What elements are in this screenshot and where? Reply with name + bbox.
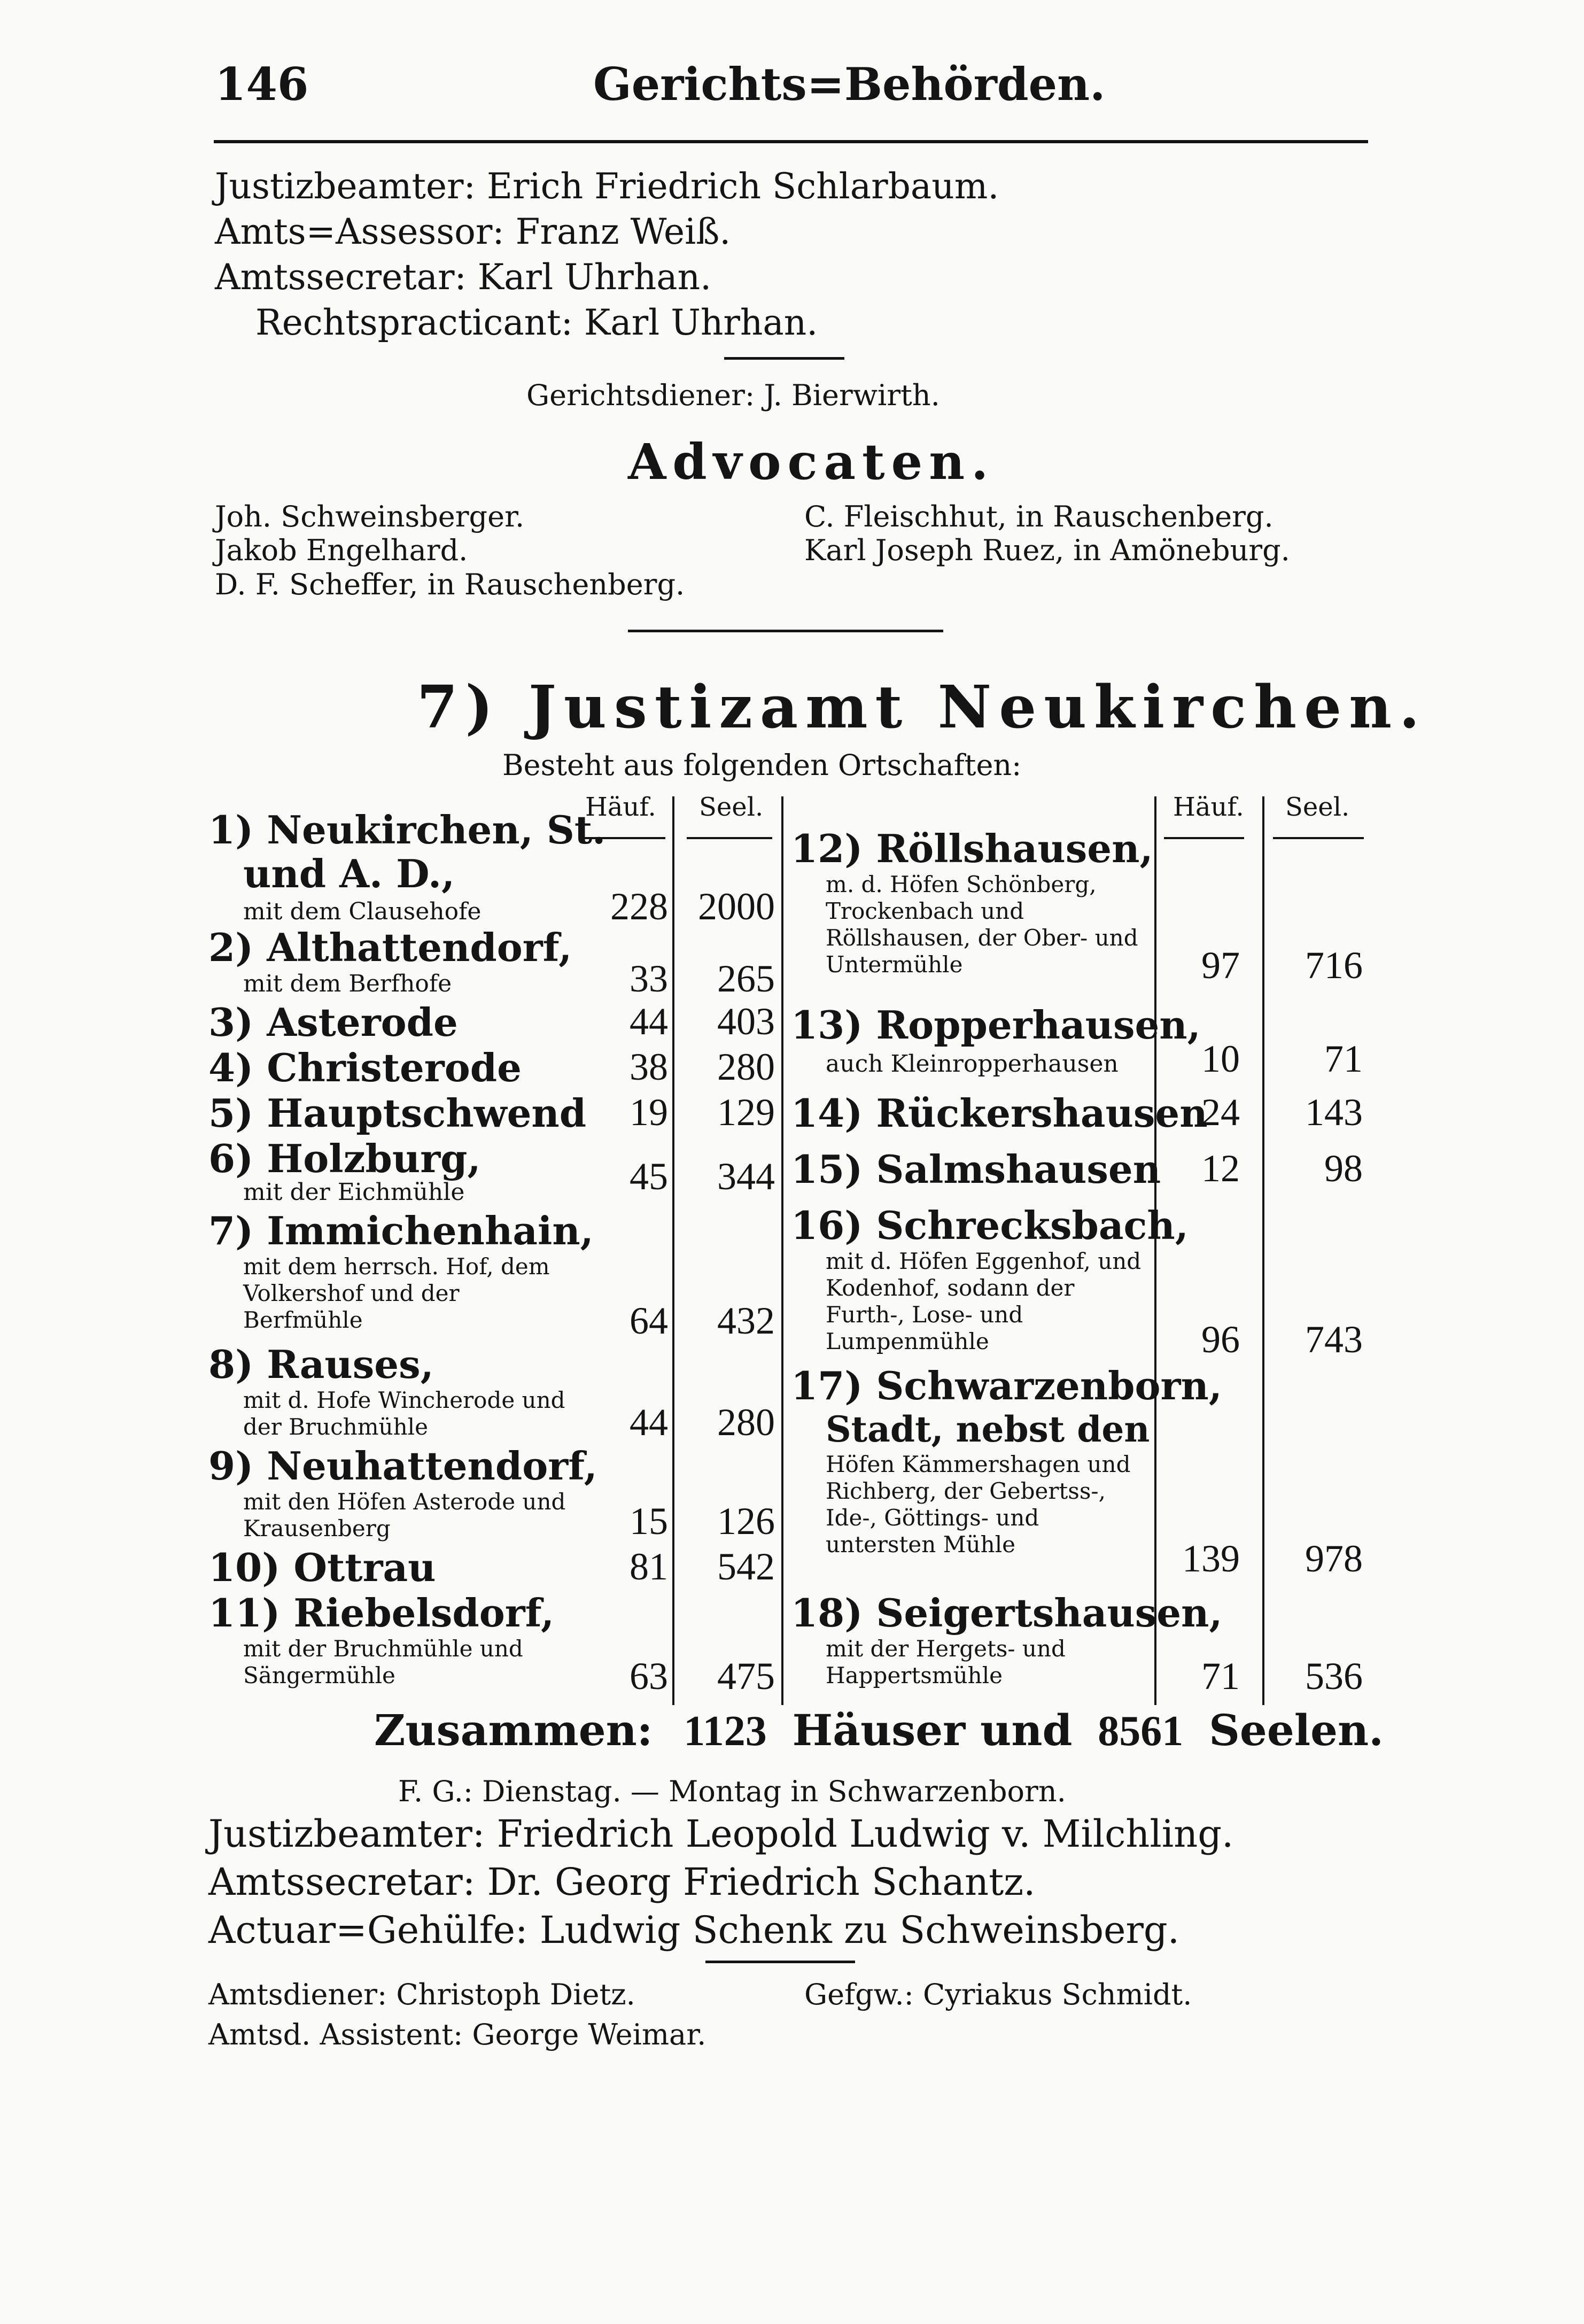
- col-divider: [1154, 796, 1156, 1705]
- place-5-souls: 129: [717, 1091, 775, 1134]
- place-2-souls: 265: [717, 957, 775, 1000]
- place-8-houses: 44: [630, 1401, 668, 1444]
- place-15-name: 15) Salmshausen: [791, 1146, 1161, 1192]
- short-rule: [724, 357, 844, 360]
- place-15-souls: 98: [1324, 1147, 1363, 1190]
- place-12-houses: 97: [1201, 944, 1240, 987]
- place-11-note: mit der Bruchmühle und Sängermühle: [243, 1636, 523, 1688]
- place-5-houses: 19: [630, 1091, 668, 1134]
- section-rule: [628, 630, 943, 632]
- place-13-name: 13) Ropperhausen,: [791, 1002, 1201, 1048]
- place-3-name: 3) Asterode: [208, 1000, 458, 1045]
- place-2-name: 2) Althattendorf,: [208, 925, 572, 970]
- place-18-houses: 71: [1201, 1655, 1240, 1698]
- place-2-houses: 33: [630, 957, 668, 1000]
- place-5-name: 5) Hauptschwend: [208, 1090, 587, 1136]
- place-10-souls: 542: [717, 1545, 775, 1588]
- place-7-note: mit dem herrsch. Hof, dem Volkershof und der Berfmühle: [243, 1253, 550, 1333]
- court-days: F. G.: Dienstag. — Montag in Schwarzenborn.: [398, 1775, 1066, 1808]
- total-houses-word: Häuser und: [792, 1705, 1073, 1755]
- place-2-note: mit dem Berfhofe: [243, 970, 452, 997]
- place-6-name: 6) Holzburg,: [208, 1136, 481, 1181]
- place-11-souls: 475: [717, 1655, 775, 1698]
- place-16-name: 16) Schrecksbach,: [791, 1203, 1189, 1248]
- col-houses-right: Häuf.: [1173, 792, 1244, 822]
- place-7-souls: 432: [717, 1299, 775, 1342]
- col-rule: [1273, 837, 1364, 839]
- place-16-note: mit d. Höfen Eggenhof, und Kodenhof, sodann der Furth-, Lose- und Lumpenmühle: [826, 1248, 1142, 1354]
- place-1-houses: 228: [610, 885, 668, 928]
- official-justizbeamter: Justizbeamter: Erich Friedrich Schlarbaum.: [215, 166, 999, 207]
- servant-assistent: Amtsd. Assistent: George Weimar.: [208, 2018, 706, 2051]
- total-label: Zusammen:: [374, 1705, 653, 1755]
- place-9-note: mit den Höfen Asterode und Krausenberg: [243, 1489, 566, 1541]
- place-13-souls: 71: [1324, 1037, 1363, 1080]
- place-18-note: mit der Hergets- und Happertsmühle: [826, 1636, 1066, 1688]
- place-14-name: 14) Rückershausen: [791, 1090, 1208, 1136]
- place-15-houses: 12: [1201, 1147, 1240, 1190]
- place-11-name: 11) Riebelsdorf,: [208, 1590, 555, 1636]
- total-souls: 8561: [1098, 1708, 1184, 1755]
- total-houses: 1123: [684, 1708, 767, 1755]
- place-17-name2: Stadt, nebst den: [826, 1408, 1150, 1450]
- place-4-name: 4) Christerode: [208, 1045, 522, 1090]
- advocate-left-2: Jakob Engelhard.: [215, 533, 468, 567]
- total-line: [374, 1705, 1384, 1756]
- running-title: Gerichts=Behörden.: [593, 58, 1106, 111]
- page-number: 146: [215, 58, 309, 111]
- place-10-name: 10) Ottrau: [208, 1545, 436, 1590]
- advocate-left-3: D. F. Scheffer, in Rauschenberg.: [215, 568, 685, 601]
- place-8-souls: 280: [717, 1401, 775, 1444]
- place-1-name2: und A. D.,: [243, 851, 455, 896]
- official-justizbeamter-2: Justizbeamter: Friedrich Leopold Ludwig v. Milchling.: [208, 1812, 1234, 1856]
- col-divider: [672, 796, 674, 1705]
- col-souls-right: Seel.: [1285, 792, 1350, 822]
- place-17-souls: 978: [1305, 1537, 1363, 1580]
- place-14-souls: 143: [1305, 1091, 1363, 1134]
- place-1-name: 1) Neukirchen, St.: [208, 807, 606, 853]
- col-divider: [1262, 796, 1264, 1705]
- place-13-houses: 10: [1201, 1037, 1240, 1080]
- place-7-name: 7) Immichenhain,: [208, 1208, 594, 1253]
- advocate-right-1: C. Fleischhut, in Rauschenberg.: [804, 500, 1274, 533]
- place-11-houses: 63: [630, 1655, 668, 1698]
- place-9-houses: 15: [630, 1500, 668, 1543]
- place-7-houses: 64: [630, 1299, 668, 1342]
- place-3-houses: 44: [630, 1000, 668, 1043]
- advocates-heading: Advocaten.: [628, 433, 995, 491]
- place-18-name: 18) Seigertshausen,: [791, 1590, 1223, 1636]
- place-17-houses: 139: [1182, 1537, 1240, 1580]
- court-servant: Gerichtsdiener: J. Bierwirth.: [526, 378, 940, 412]
- official-rechtspracticant: Rechtspracticant: Karl Uhrhan.: [255, 302, 818, 343]
- place-3-souls: 403: [717, 1000, 775, 1043]
- place-4-souls: 280: [717, 1045, 775, 1088]
- bottom-rule: [705, 1961, 855, 1963]
- place-16-houses: 96: [1201, 1318, 1240, 1361]
- place-12-note: m. d. Höfen Schönberg, Trockenbach und Röllshausen, der Ober- und Untermühle: [826, 871, 1138, 978]
- official-amtssecretar-2: Amtssecretar: Dr. Georg Friedrich Schantz.: [208, 1860, 1036, 1904]
- col-divider: [781, 796, 783, 1705]
- place-8-note: mit d. Hofe Wincherode und der Bruchmühle: [243, 1387, 565, 1440]
- place-1-note: mit dem Clausehofe: [243, 898, 482, 925]
- place-8-name: 8) Rauses,: [208, 1342, 434, 1387]
- section-subtitle: Besteht aus folgenden Ortschaften:: [502, 748, 1022, 782]
- place-4-houses: 38: [630, 1045, 668, 1088]
- advocate-left-1: Joh. Schweinsberger.: [215, 500, 525, 533]
- place-9-name: 9) Neuhattendorf,: [208, 1443, 597, 1489]
- official-amts-assessor: Amts=Assessor: Franz Weiß.: [215, 211, 731, 252]
- servant-amtsdiener: Amtsdiener: Christoph Dietz.: [208, 1978, 635, 2011]
- place-14-houses: 24: [1201, 1091, 1240, 1134]
- place-12-souls: 716: [1305, 944, 1363, 987]
- section-title: 7) Justizamt Neukirchen.: [417, 672, 1427, 741]
- place-17-note: Höfen Kämmershagen und Richberg, der Gebertss-, Ide-, Göttings- und untersten Mühle: [826, 1451, 1131, 1558]
- place-12-name: 12) Röllshausen,: [791, 826, 1153, 871]
- place-6-note: mit der Eichmühle: [243, 1179, 465, 1206]
- servant-gefgw: Gefgw.: Cyriakus Schmidt.: [804, 1978, 1192, 2011]
- header-rule: [214, 140, 1368, 143]
- col-rule: [687, 837, 772, 839]
- place-13-note: auch Kleinropperhausen: [826, 1050, 1119, 1078]
- col-rule: [1164, 837, 1244, 839]
- place-10-houses: 81: [630, 1545, 668, 1588]
- col-houses-left: Häuf.: [585, 792, 656, 822]
- place-17-name: 17) Schwarzenborn,: [791, 1363, 1222, 1408]
- advocate-right-2: Karl Joseph Ruez, in Amöneburg.: [804, 533, 1290, 567]
- col-souls-left: Seel.: [699, 792, 764, 822]
- total-souls-word: Seelen.: [1209, 1705, 1384, 1755]
- place-16-souls: 743: [1305, 1318, 1363, 1361]
- official-actuar-gehuelfe: Actuar=Gehülfe: Ludwig Schenk zu Schweinsberg.: [208, 1908, 1179, 1952]
- official-amtssecretar: Amtssecretar: Karl Uhrhan.: [215, 257, 712, 298]
- place-6-souls: 344: [717, 1155, 775, 1198]
- place-9-souls: 126: [717, 1500, 775, 1543]
- place-1-souls: 2000: [698, 885, 775, 928]
- place-18-souls: 536: [1305, 1655, 1363, 1698]
- place-6-houses: 45: [630, 1155, 668, 1198]
